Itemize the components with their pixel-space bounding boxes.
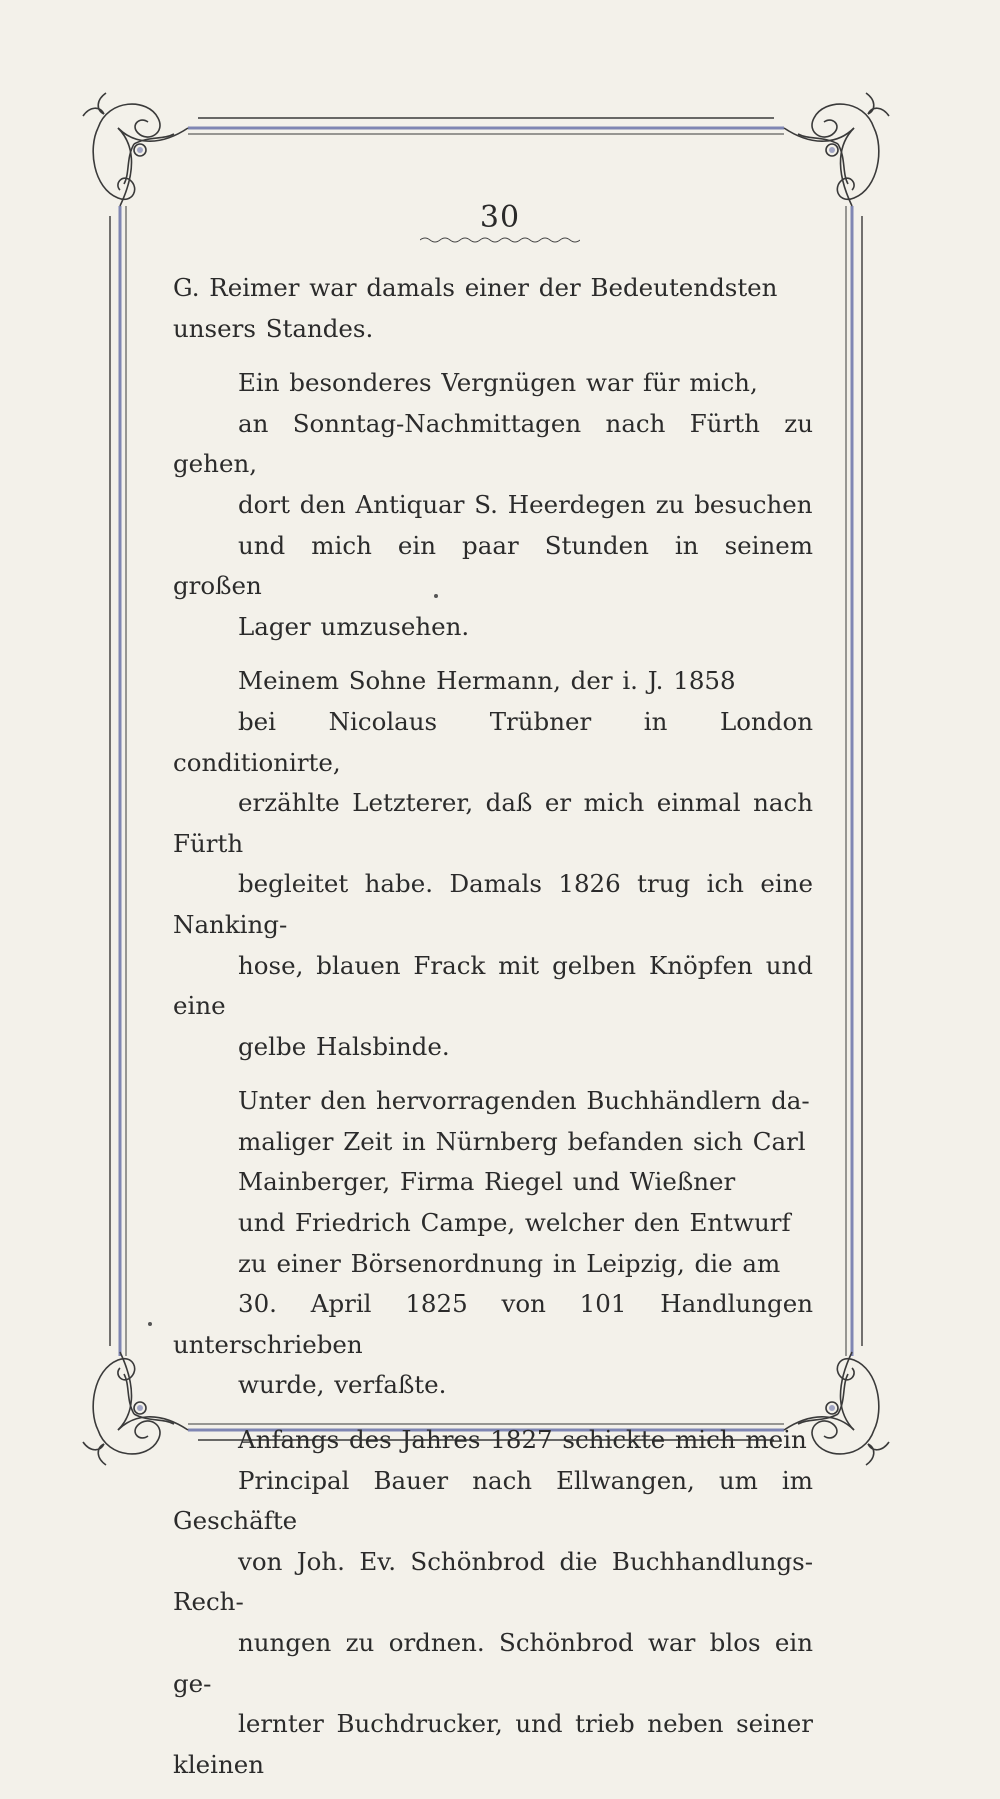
- text-line: hose, blauen Frack mit gelben Knöpfen und eine: [173, 950, 813, 1021]
- body-text: [173, 268, 813, 1799]
- page-number: 30: [479, 200, 521, 235]
- text-line: an Sonntag-Nachmittagen nach Fürth zu gehen,: [173, 408, 813, 479]
- text-line: Meinem Sohne Hermann, der i. J. 1858: [238, 666, 736, 696]
- text-line: lernter Buchdrucker, und trieb neben seiner kleinen: [173, 1709, 813, 1779]
- paragraph-2: [173, 363, 813, 647]
- text-line: gelbe Halsbinde.: [238, 1031, 450, 1061]
- swirl-rule-icon: [420, 236, 580, 244]
- print-speck: [148, 1322, 152, 1326]
- text-line: maliger Zeit in Nürnberg befanden sich Carl: [238, 1126, 806, 1156]
- text-line: und mich ein paar Stunden in seinem großen: [173, 530, 813, 601]
- flourish-corner-icon: [83, 93, 188, 206]
- paragraph-1: [173, 268, 813, 349]
- text-line: Principal Bauer nach Ellwangen, um im Geschäfte: [173, 1465, 813, 1536]
- text-line: wurde, verfaßte.: [238, 1370, 447, 1400]
- text-line: begleitet habe. Damals 1826 trug ich eine Nanking-: [173, 869, 813, 939]
- print-speck: [434, 594, 438, 598]
- text-line: Lager umzusehen.: [238, 611, 470, 641]
- text-line: bei Nicolaus Trübner in London conditionirte,: [173, 706, 813, 777]
- text-line: erzählte Letzterer, daß er mich einmal nach Fürth: [173, 788, 813, 858]
- text-line: dort den Antiquar S. Heerdegen zu besuchen: [238, 489, 813, 519]
- text-line: nungen zu ordnen. Schönbrod war blos ein ge-: [173, 1628, 813, 1698]
- paragraph-5: [173, 1420, 813, 1785]
- paragraph-3: [173, 661, 813, 1067]
- paragraph-4: [173, 1081, 813, 1406]
- text-line: Unter den hervorragenden Buchhändlern da-: [238, 1086, 810, 1116]
- text-line: unsers Standes.: [173, 313, 374, 343]
- text-line: Anfangs des Jahres 1827 schickte mich mein: [238, 1425, 807, 1455]
- text-line: und Friedrich Campe, welcher den Entwurf: [238, 1208, 791, 1238]
- text-line: 30. April 1825 von 101 Handlungen unterschrieben: [173, 1289, 813, 1359]
- text-line: G. Reimer war damals einer der Bedeutendsten: [173, 273, 778, 302]
- text-line: Mainberger, Firma Riegel und Wießner: [238, 1167, 736, 1197]
- text-line: von Joh. Ev. Schönbrod die Buchhandlungs-Rech-: [173, 1546, 813, 1617]
- text-line: zu einer Börsenordnung in Leipzig, die am: [238, 1248, 781, 1278]
- text-line: Ein besonderes Vergnügen war für mich,: [238, 368, 758, 398]
